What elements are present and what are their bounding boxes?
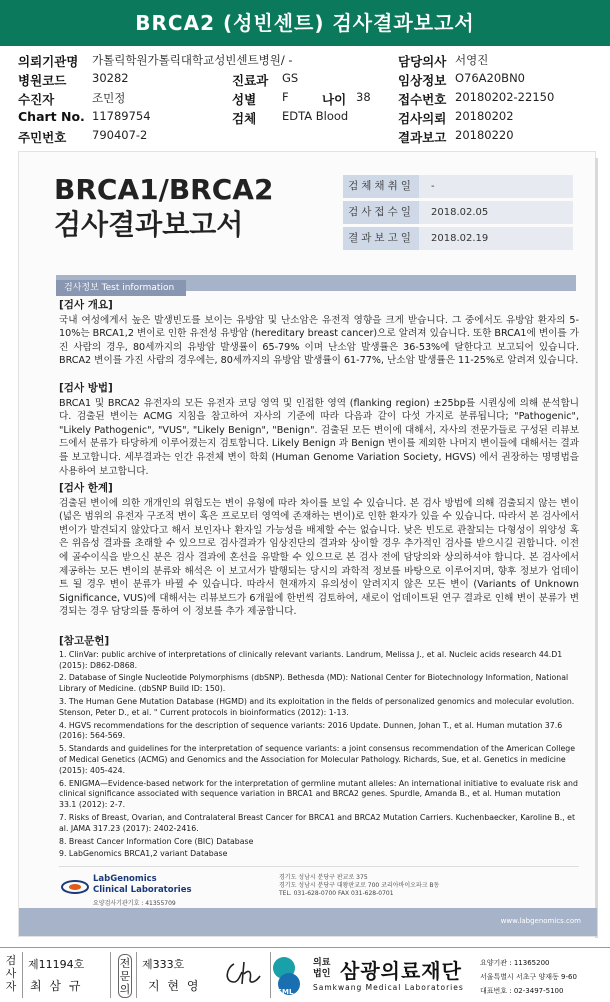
request-value: 20180202: [455, 109, 514, 123]
reference-item: 9. LabGenomics BRCA1,2 variant Database: [59, 849, 228, 859]
sex-label: 성별: [232, 92, 257, 107]
page-shadow: [595, 158, 598, 938]
date-value: 2018.02.05: [419, 201, 573, 224]
references-section: [59, 636, 579, 862]
org-address: 서울특별시 서초구 양재동 9-60: [480, 973, 577, 981]
org-code: 요양기관 : 11365200: [480, 959, 550, 967]
section-title: 검사정보 Test information: [56, 280, 186, 296]
doctor-license: 제333호: [142, 958, 185, 971]
date-key: 결과보고일: [343, 227, 419, 250]
lab-code: 요양검사기관기호 : 41355709: [93, 900, 176, 907]
section-header: [56, 275, 576, 291]
heading-line-1: BRCA1/BRCA2: [54, 173, 274, 206]
reference-item: 6. ENIGMA—Evidence-based network for the interpretation of germline mutant alleles: An international initiative to evaluate risk and clinical significance associated with sequence variation in BRCA1 and BRCA2 genes. Spurdle, Amanda B., et al. Human mutation 33.1 (2012): 2-7.: [59, 778, 578, 810]
reference-item: 2. Database of Single Nucleotide Polymorphisms (dbSNP). Bethesda (MD): National Center for Biotechnology Information, National Library of Medicine. (dbSNP Build ID: 150).: [59, 673, 569, 694]
chart-label: Chart No.: [18, 109, 85, 124]
org-type-line: 의료: [313, 958, 331, 968]
receipt-label: 접수번호: [398, 92, 447, 107]
org-type: [313, 958, 330, 980]
checker-license: 제11194호: [28, 958, 85, 971]
doctor-role-label: 전문의: [118, 954, 132, 998]
org-name: 삼광의료재단: [340, 959, 462, 983]
date-key: 검사접수일: [343, 201, 419, 224]
chart-value: 11789754: [92, 109, 151, 123]
lab-name-line-2: Clinical Laboratories: [93, 885, 192, 895]
sml-logo-icon: [268, 954, 304, 998]
dept-value: GS: [282, 71, 299, 85]
lab-contact-line: TEL. 031-628-0700 FAX 031-628-0701: [279, 890, 394, 897]
reference-item: 8. Breast Cancer Information Core (BIC) Database: [59, 836, 254, 846]
date-row: [343, 227, 573, 250]
age-label: 나이: [322, 92, 347, 107]
report-date-value: 20180220: [455, 128, 514, 142]
checker-name: 최 삼 규: [30, 979, 83, 993]
request-label: 검사의뢰: [398, 111, 447, 126]
divider: [110, 952, 111, 998]
receipt-value: 20180202-22150: [455, 90, 555, 104]
doctor-name: 지 현 영: [148, 979, 201, 993]
signature-footer: [0, 947, 610, 1002]
limit-section: [59, 482, 579, 619]
id-label: 주민번호: [18, 130, 67, 145]
patient-info: [0, 48, 610, 148]
date-value: 2018.02.19: [419, 227, 573, 250]
doctor-value: 서영진: [455, 53, 489, 67]
hospital-value: 가톨릭학원가톨릭대학교성빈센트병원/ -: [92, 53, 293, 67]
reference-item: 3. The Human Gene Mutation Database (HGMD) and its exploitation in the fields of personalized genomics and molecular evolution. Stenson, Peter D., et al. " Current protocols in bioinformatics (2012): 1-13.: [59, 696, 575, 717]
date-box: [343, 175, 573, 253]
checker-role-label: 검사자: [5, 954, 17, 993]
hospital-label: 의뢰기관명: [18, 54, 79, 69]
test-label: 검체: [232, 111, 257, 126]
lab-footer: [59, 866, 579, 906]
overview-section: [59, 299, 579, 368]
divider: [136, 952, 137, 998]
sml-logo-text: SML: [277, 988, 294, 996]
divider: [22, 952, 23, 998]
lab-name: [93, 874, 192, 896]
overview-heading: [검사 개요]: [59, 299, 113, 311]
report-date-label: 결과보고: [398, 130, 447, 145]
lab-address-line: 경기도 성남시 분당구 대왕판교로 700 코리아바이오파크 B동: [279, 882, 440, 889]
code-label: 병원코드: [18, 73, 67, 88]
org-contact: [480, 956, 577, 998]
limit-heading: [검사 한계]: [59, 482, 113, 494]
date-row: [343, 175, 573, 198]
method-text: BRCA1 및 BRCA2 유전자의 모든 유전자 코딩 영역 및 인접한 영역 (flanking region) ±25bp를 시퀀싱에 의해 분석합니다. 검출된 변이는 ACMG 지침을 참고하여 자사의 기준에 따라 다음과 같이 다섯 가지로 분류됩니다; "Pathogenic", "Likely Pathogenic", "VUS", "Likely Benign", "Benign". 검출된 모든 변이에 대해서, 자사의 전문가들로 구성된 리뷰보드에서 분류가 타당하게 이루어졌는지 검토합니다. Likely Benign 과 Benign 변이를 제외한 나머지 변이들에 대해서는 결과를 보고합니다. 세부결과는 인간 유전체 변이 학회 (Human Genome Variation Society, HGVS) 에서 권장하는 명명법을 사용하여 보고합니다.: [59, 397, 579, 477]
report-title: BRCA2 (성빈센트) 검사결과보고서: [0, 0, 610, 46]
org-name-english: Samkwang Medical Laboratories: [313, 983, 464, 992]
patient-label: 수진자: [18, 92, 55, 107]
lab-address: [279, 874, 439, 898]
id-value: 790407-2: [92, 128, 148, 142]
signature-icon: [220, 956, 264, 990]
date-value: -: [419, 175, 573, 198]
scanned-report: [18, 151, 596, 937]
reference-item: 7. Risks of Breast, Ovarian, and Contralateral Breast Cancer for BRCA1 and BRCA2 Mutation Carriers. Kuchenbaecker, Karoline B., et al. JAMA 317.23 (2017): 2402-2416.: [59, 812, 576, 833]
report-heading: [54, 172, 273, 242]
clinical-label: 임상정보: [398, 73, 447, 88]
org-type-line: 법인: [313, 969, 331, 979]
org-phone: 대표번호 : 02-3497-5100: [480, 987, 564, 995]
reference-item: 1. ClinVar: public archive of interpretations of clinically relevant variants. Landrum, Melissa J., et al. Nucleic acids research 44.D1 (2015): D862-D868.: [59, 649, 563, 670]
heading-line-2: 검사결과보고서: [54, 208, 244, 241]
patient-value: 조민정: [92, 91, 126, 105]
code-value: 30282: [92, 71, 129, 85]
age-value: 38: [356, 90, 371, 104]
overview-text: 국내 여성에게서 높은 발생빈도를 보이는 유방암 및 난소암은 유전적 영향을 크게 받습니다. 그 중에서도 유방암 환자의 5-10%는 BRCA1,2 변이로 인한 유전성 유방암 (hereditary breast cancer)으로 알려져 있습니다. 또한 BRCA1에 변이를 가진 사람의 경우, 80세까지의 유방암 발생률이 65-79% 이며 난소암 발생률은 36-53%에 달한다고 보고되어 있습니다. BRCA2 변이를 가진 사람의 경우에는, 80세까지의 유방암 발생률이 61-77%, 난소암 발생률은 11-25%로 알려져 있습니다.: [59, 314, 579, 367]
clinical-value: O76A20BN0: [455, 71, 525, 85]
lab-name-line-1: LabGenomics: [93, 874, 157, 884]
website-link[interactable]: www.labgenomics.com: [500, 917, 581, 925]
method-heading: [검사 방법]: [59, 382, 113, 394]
dept-label: 진료과: [232, 73, 269, 88]
reference-item: 5. Standards and guidelines for the interpretation of sequence variants: a joint consensus recommendation of the American College of Medical Genetics (ACMG) and Genomics and the Association for Molecular Pathology. Richards, Sue, et al. Genetics in medicine (2015): 405-424.: [59, 744, 575, 775]
page-footer-bar: [19, 908, 597, 936]
doctor-label: 담당의사: [398, 54, 447, 69]
reference-item: 4. HGVS recommendations for the description of sequence variants: 2016 Update. Dunnen, Johan T., et al. Human mutation 37.6 (2016): 564-569.: [59, 720, 563, 741]
date-key: 검체채취일: [343, 175, 419, 198]
method-section: [59, 382, 579, 478]
date-row: [343, 201, 573, 224]
labgenomics-logo-icon: [61, 877, 89, 897]
sex-value: F: [282, 90, 289, 104]
lab-address-line: 경기도 성남시 분당구 판교로 375: [279, 874, 368, 881]
limit-text: 검출된 변이에 의한 개개인의 위험도는 변이 유형에 따라 차이를 보일 수 있습니다. 본 검사 방법에 의해 검출되지 않는 변이 (넓은 범위의 유전자 구조적 변이 혹은 프로모터 영역에 존재하는 변이)로 인한 환자가 있을 수 있습니다. 따라서 본 검사에서 변이가 발견되지 않았다고 해서 보인자나 환자일 가능성을 배제할 수는 없습니다. 낮은 빈도로 관찰되는 다형성이 위양성 혹은 위음성 결과를 초래할 수 있으므로 검사결과가 임상진단의 결과와 상이할 경우 추가적인 검사를 받으시길 권합니다. 이전에 골수이식을 받으신 분은 검사 결과에 혼선을 유발할 수 있으므로 본 검사 전에 담당의와 상의하셔야 합니다. 본 검사에서 제공하는 모든 변이의 분류와 해석은 이 보고서가 발행되는 당시의 과학적 정보를 바탕으로 이루어지며, 향후 정보가 업데이트 될 경우 변이 분류가 바뀔 수 있습니다. 따라서 현재까지 유의성이 알려지지 않은 모든 변이 (Variants of Unknown Significance, VUS)에 대해서는 리뷰보드가 6개월에 한번씩 검토하여, 새로이 업데이트된 연구 결과로 인해 변이 분류가 변경되는 경우 담당의를 통하여 이 정보를 추가 제공합니다.: [59, 497, 579, 618]
test-value: EDTA Blood: [282, 109, 349, 123]
references-heading: [참고문헌]: [59, 635, 110, 647]
